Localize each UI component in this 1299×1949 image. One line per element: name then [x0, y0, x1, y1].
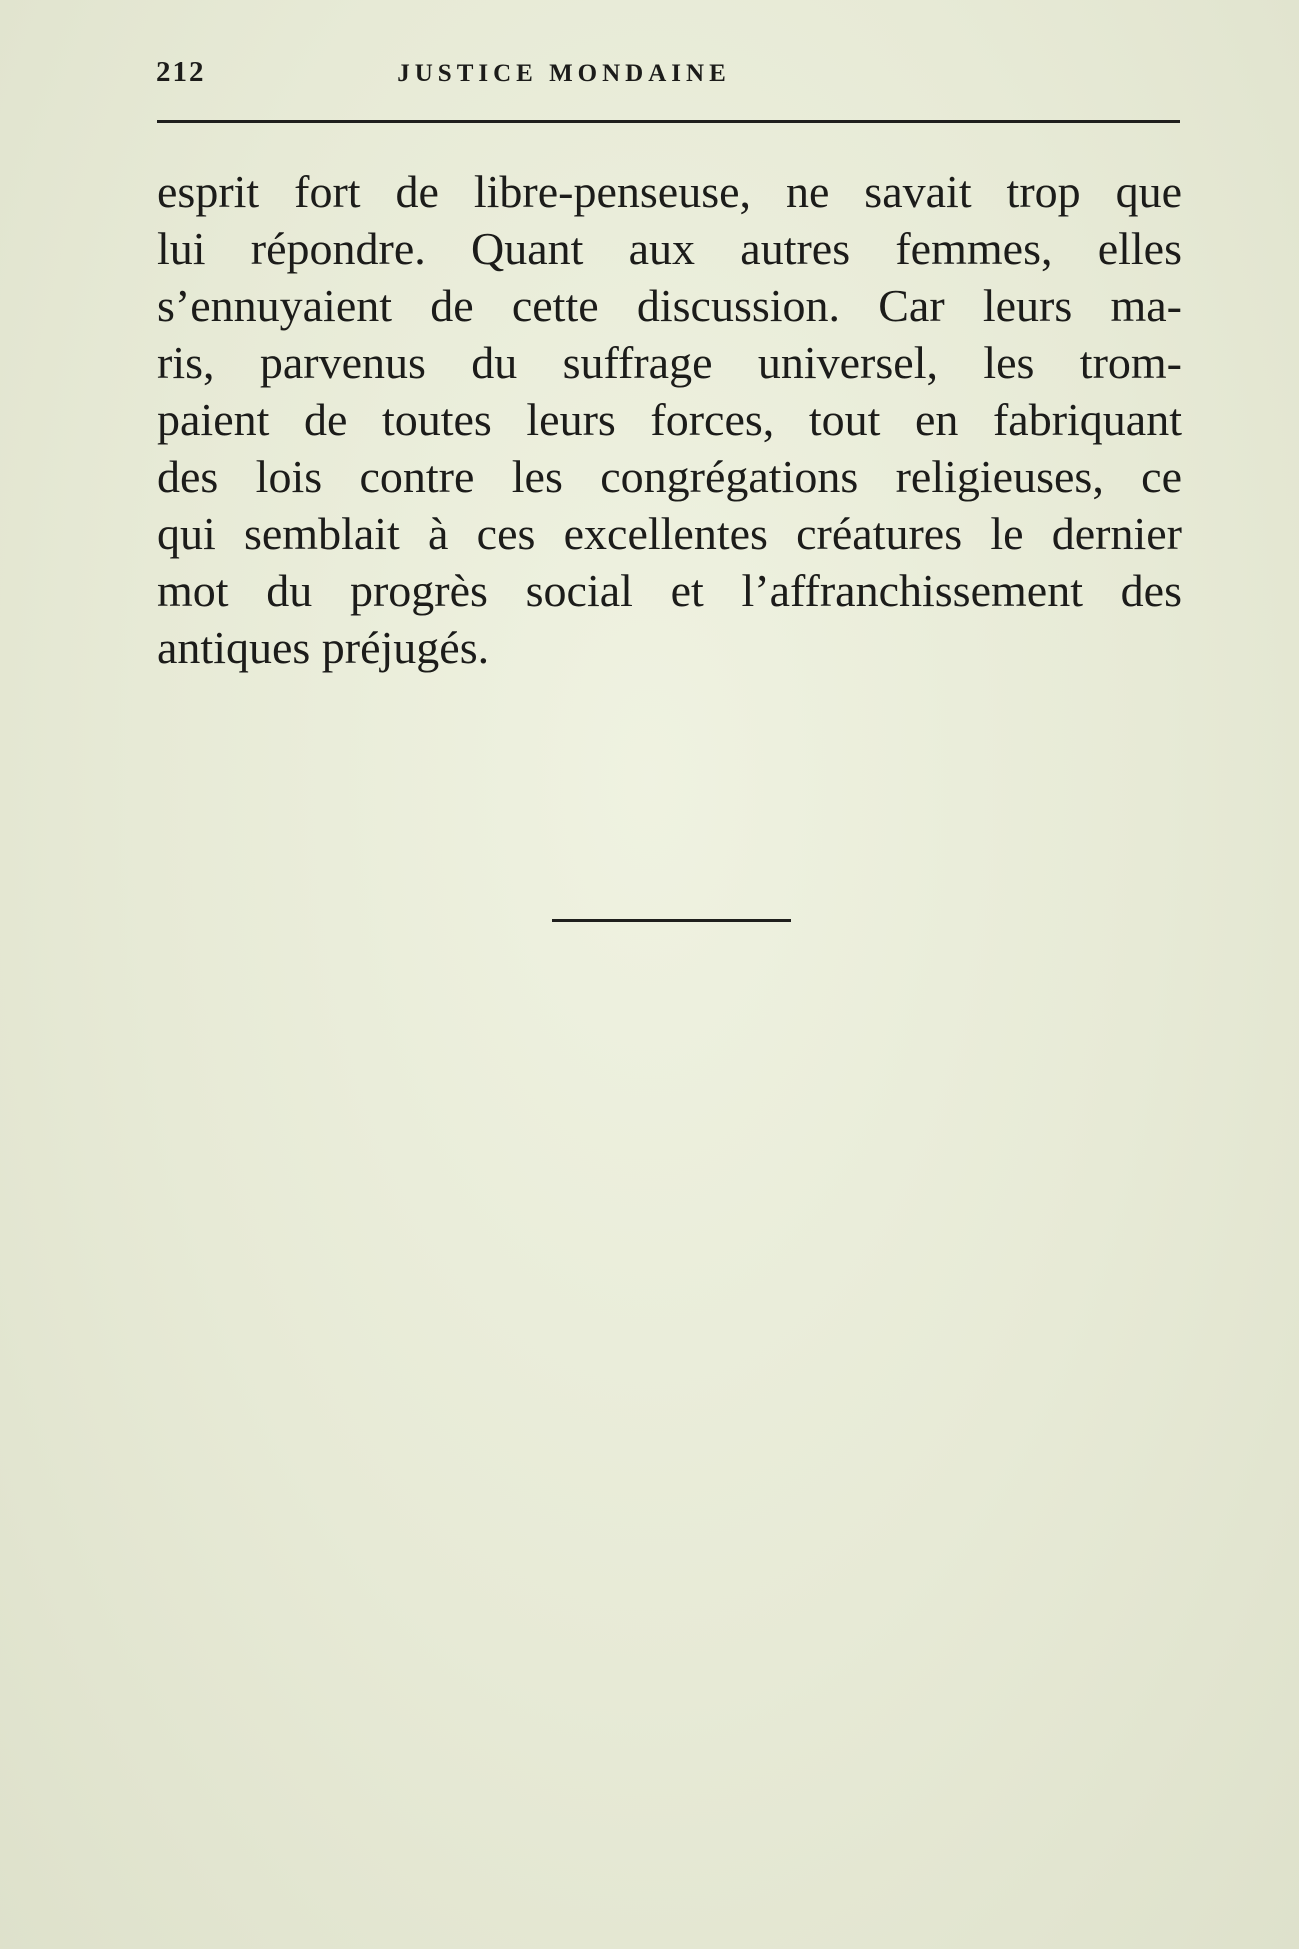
text-line: paient de toutes leurs forces, tout en fabriquant: [157, 394, 1182, 445]
text-line: des lois contre les congrégations religieuses, ce: [157, 451, 1182, 502]
text-line: s’ennuyaient de cette discussion. Car leurs ma-: [157, 280, 1182, 331]
text-line: ris, parvenus du suffrage universel, les trom-: [157, 337, 1182, 388]
body-paragraph: [157, 163, 1182, 676]
page-number: 212: [156, 56, 206, 88]
header-rule: [157, 120, 1180, 123]
running-title: JUSTICE MONDAINE: [397, 60, 731, 87]
chapter-end-rule: [552, 919, 791, 922]
text-line: mot du progrès social et l’affranchissement des: [157, 565, 1182, 616]
page-header: [156, 52, 1180, 92]
text-line: esprit fort de libre-penseuse, ne savait trop que: [157, 166, 1182, 217]
text-line: qui semblait à ces excellentes créatures le dernier: [157, 508, 1182, 559]
text-line: lui répondre. Quant aux autres femmes, elles: [157, 223, 1182, 274]
text-line-last: antiques préjugés.: [157, 622, 490, 673]
